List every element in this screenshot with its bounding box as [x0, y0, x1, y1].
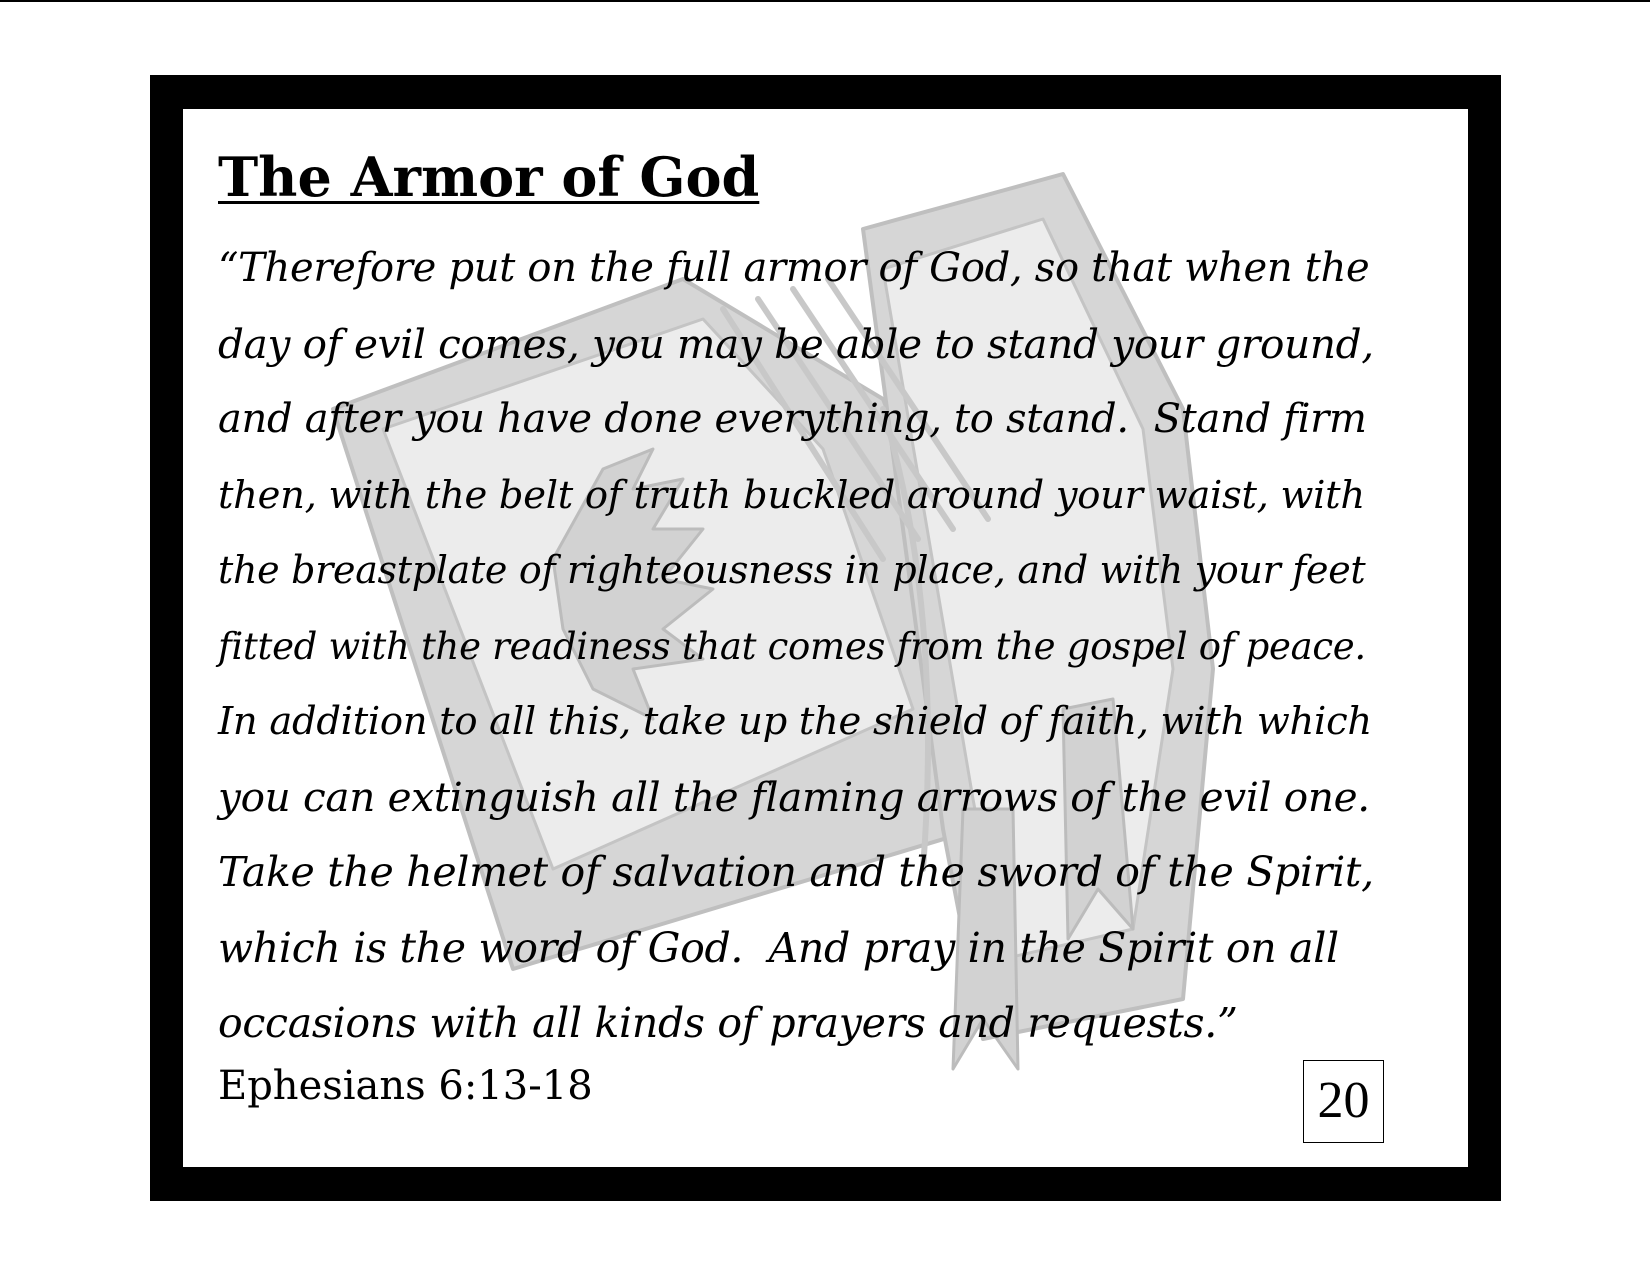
verse-line: which is the word of God. And pray in the Spirit on all — [218, 923, 1339, 972]
verse-line: Take the helmet of salvation and the sword of the Spirit, — [218, 848, 1374, 896]
verse-line: and after you have done everything, to stand. Stand firm — [218, 396, 1367, 442]
card — [183, 109, 1468, 1167]
top-rule — [0, 0, 1650, 2]
verse-line: fitted with the readiness that comes from the gospel of peace. — [218, 624, 1366, 668]
scripture-reference: Ephesians 6:13-18 — [218, 1063, 593, 1109]
verse-line: “Therefore put on the full armor of God, so that when the — [218, 245, 1370, 291]
verse-line: the breastplate of righteousness in place, and with your feet — [218, 548, 1366, 592]
verse-line: occasions with all kinds of prayers and requests.” — [218, 999, 1238, 1047]
scripture-passage — [218, 231, 1374, 1062]
verse-line: then, with the belt of truth buckled around your waist, with — [218, 472, 1365, 518]
verse-line: day of evil comes, you may be able to stand your ground, — [218, 319, 1374, 368]
verse-line: In addition to all this, take up the shield of faith, with which — [218, 699, 1372, 744]
verse-line: you can extinguish all the flaming arrows of the evil one. — [218, 772, 1370, 821]
page-title: The Armor of God — [218, 145, 760, 209]
page-number-box: 20 — [1303, 1060, 1384, 1143]
